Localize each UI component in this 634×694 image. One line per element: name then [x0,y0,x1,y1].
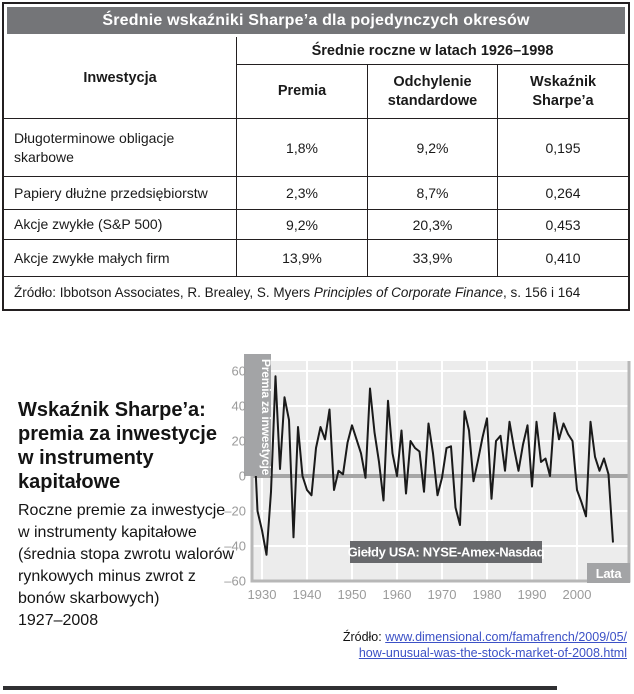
svg-text:0: 0 [238,468,246,484]
svg-text:–60: –60 [224,573,246,589]
figure-period: 1927–2008 [18,612,99,629]
table-cell-premium: 1,8% [236,118,367,176]
table-cell-premium: 2,3% [236,176,367,209]
svg-text:1960: 1960 [382,587,412,602]
table-cell-sharpe: 0,410 [497,239,628,276]
col-header-premium: Premia [236,64,367,118]
svg-text:1990: 1990 [517,587,547,602]
col-header-sharpe: Wskaźnik Sharpe’a [497,64,628,118]
table-cell-stdev: 9,2% [367,118,497,176]
table-cell-premium: 13,9% [236,239,367,276]
market-label-text: Giełdy USA: NYSE-Amex-Nasdaq [347,544,545,560]
equity-premium-chart [218,348,634,610]
table-row-name: Akcje zwykłe małych firm [4,239,236,276]
table-cell-sharpe: 0,264 [497,176,628,209]
table-cell-stdev: 33,9% [367,239,497,276]
svg-text:1970: 1970 [427,587,457,602]
table-source-book-title: Principles of Corporate Finance [313,285,503,300]
table-cell-sharpe: 0,453 [497,209,628,239]
table-source-suffix: , s. 156 i 164 [502,285,581,300]
svg-text:2000: 2000 [562,587,592,602]
table-cell-stdev: 20,3% [367,209,497,239]
source-line-1 [343,629,627,645]
svg-text:20: 20 [231,433,246,449]
svg-text:40: 40 [231,398,246,414]
svg-text:1930: 1930 [247,587,277,602]
table-cell-stdev: 8,7% [367,176,497,209]
svg-text:1940: 1940 [292,587,322,602]
svg-text:60: 60 [231,363,246,379]
col-header-stdev: Odchylenie standardowe [367,64,497,118]
table-cell-sharpe: 0,195 [497,118,628,176]
table-grid [4,37,628,309]
table-row-name: Akcje zwykłe (S&P 500) [4,209,236,239]
svg-text:–40: –40 [224,538,246,554]
table-title: Średnie wskaźniki Sharpe’a dla pojedynczych okresów [7,7,625,34]
figure-source [343,629,627,661]
source-link-part2[interactable]: how-unusual-was-the-stock-market-of-2008.html [358,646,627,660]
table-row-name: Długoterminowe obligacje skarbowe [4,118,236,176]
source-link-part1[interactable]: www.dimensional.com/famafrench/2009/05/ [385,630,627,644]
source-label: Źródło: [342,630,386,644]
xlabel-text: Lata [595,566,622,581]
table-row-name: Papiery dłużne przedsiębiorstw [4,176,236,209]
table-source-prefix: Źródło: Ibbotson Associates, R. Brealey, S. Myers [14,285,314,300]
sharpe-table [2,2,630,311]
bottom-divider [3,686,557,690]
source-line-2 [343,645,627,661]
figure-description: Roczne premie za inwestycje w instrumenty kapitałowe (średnia stopa zwrotu walorów rynkowych minus zwrot z bonów skarbowych) [18,502,235,607]
svg-text:1950: 1950 [337,587,367,602]
table-cell-premium: 9,2% [236,209,367,239]
figure-heading: Wskaźnik Sharpe’a: premia za inwestycje w instrumenty kapitałowe [18,399,217,493]
ylabel-text: Premia za inwestycje [259,359,273,476]
svg-text:1980: 1980 [472,587,502,602]
col-header-investment: Inwestycja [83,69,157,86]
svg-text:–20: –20 [224,503,246,519]
chart-svg [218,348,634,610]
table-source-note [4,276,628,309]
col-header-span: Średnie roczne w latach 1926–1998 [236,37,628,64]
